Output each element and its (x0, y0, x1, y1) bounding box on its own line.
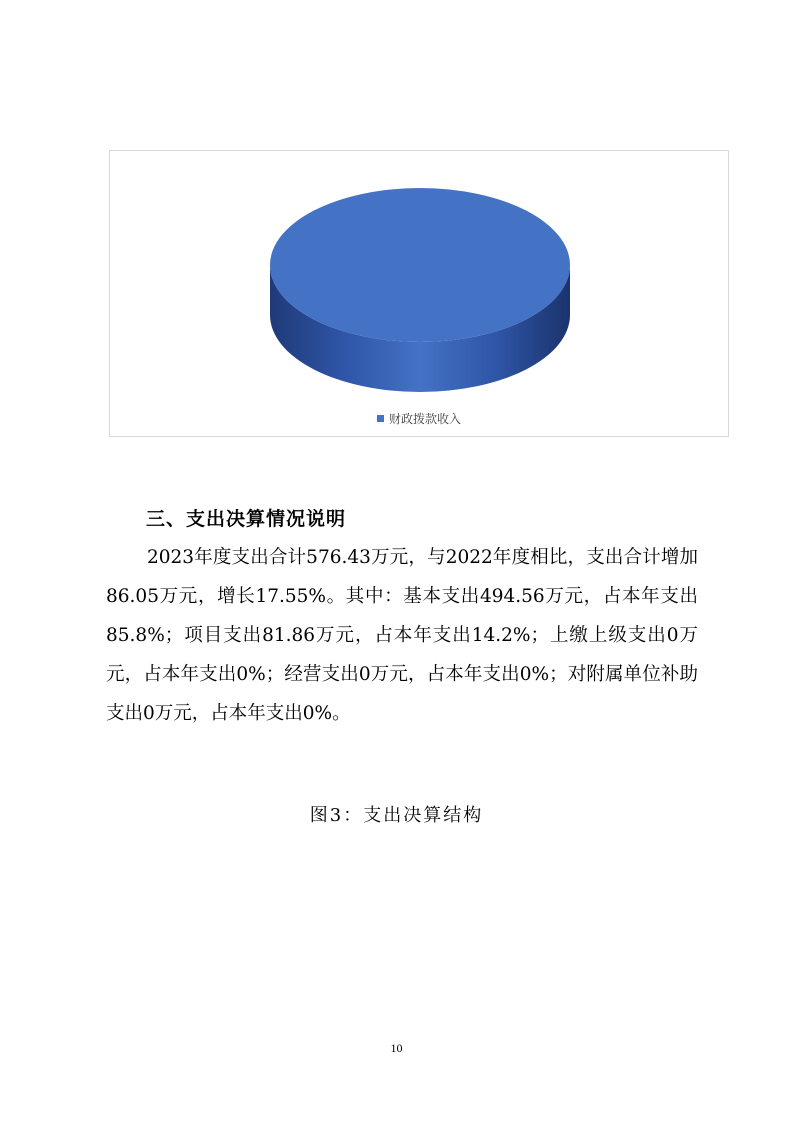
page-number: 10 (390, 1041, 403, 1055)
body-paragraph-block (106, 538, 698, 733)
section-heading: 三、支出决算情况说明 (146, 508, 347, 530)
pie-chart (110, 151, 730, 438)
body-paragraph: 2023年度支出合计576.43万元，与2022年度相比，支出合计增加86.05万元，增长17.55%。其中：基本支出494.56万元，占本年支出85.8%；项目支出81.86万元，占本年支出14.2%；上缴上级支出0万元，占本年支出0%；经营支出0万元，占本年支出0%；对附属单位补助支出0万元，占本年支出0%。 (106, 547, 698, 724)
chart-container (109, 150, 729, 437)
legend-swatch (377, 415, 384, 422)
legend-label: 财政拨款收入 (388, 412, 461, 426)
chart-legend (110, 410, 728, 427)
figure-caption: 图3：支出决算结构 (309, 805, 484, 826)
pie-slice (270, 188, 570, 342)
